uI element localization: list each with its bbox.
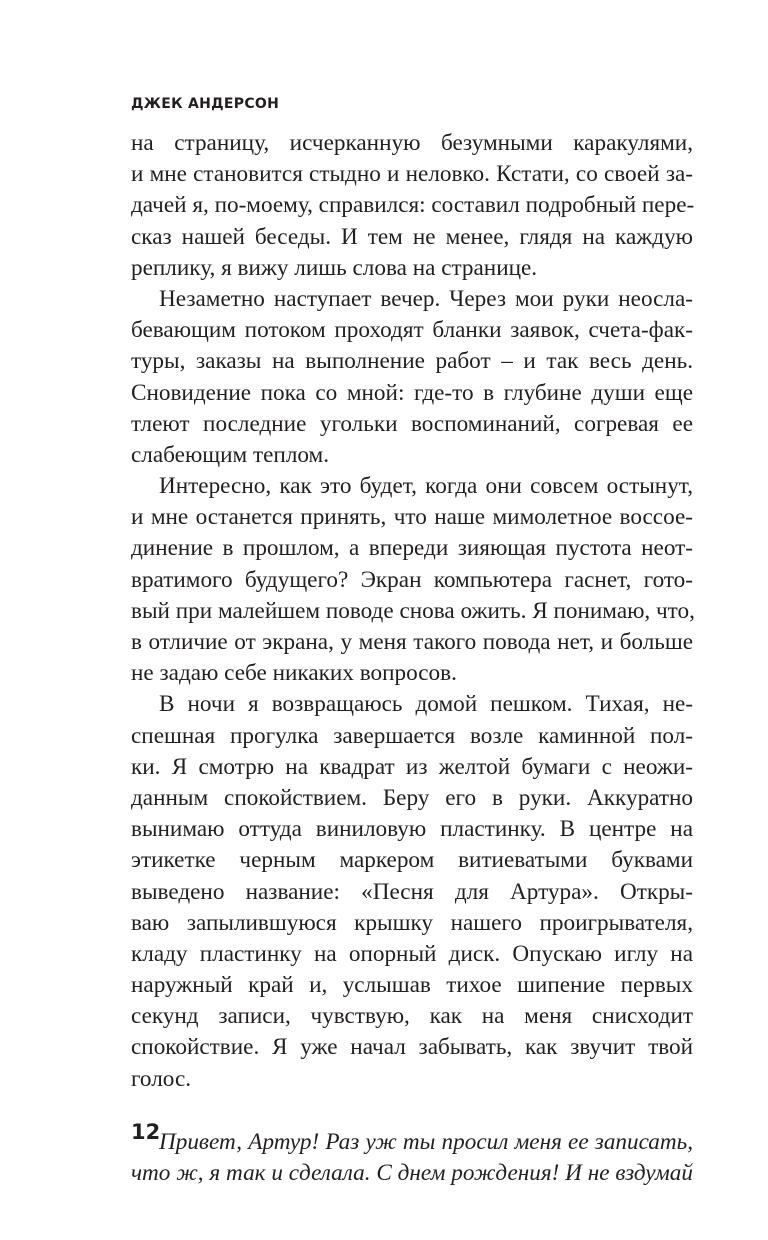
text-line: Незаметно наступает вечер. Через мои руки неосла- (159, 285, 693, 312)
text-line: наружный край и, услышав тихое шипение первых (131, 972, 693, 999)
text-line: слабеющим теплом. (131, 441, 330, 468)
text-line: тлеют последние угольки воспоминаний, согревая ее (131, 410, 693, 437)
section-gap (131, 1095, 693, 1127)
text-line: голос. (131, 1065, 192, 1092)
text-line: и мне останется принять, что наше мимолетное воссое- (131, 504, 693, 531)
text-line: бевающим потоком проходят бланки заявок, счета-фак- (131, 317, 693, 344)
text-line: секунд записи, чувствую, как на меня снисходит (131, 1003, 693, 1030)
text-line: кладу пластинку на опорный диск. Опускаю иглу на (131, 940, 693, 967)
text-line: и мне становится стыдно и неловко. Кстати, со своей за- (131, 161, 693, 188)
text-line: Привет, Артур! Раз уж ты просил меня ее записать, (159, 1128, 693, 1155)
text-line: вынимаю оттуда виниловую пластинку. В центре на (131, 816, 693, 843)
text-line: туры, заказы на выполнение работ – и так весь день. (131, 348, 693, 375)
text-line: ваю запылившуюся крышку нашего проигрывателя, (131, 909, 693, 936)
paragraph-3 (131, 471, 693, 689)
body-text (131, 128, 693, 1189)
text-line: что ж, я так и сделала. С днем рождения! И не вздумай (131, 1160, 693, 1186)
paragraph-1 (131, 128, 693, 284)
text-line: В ночи я возвращаюсь домой пешком. Тихая, не- (159, 691, 693, 718)
text-line: Интересно, как это будет, когда они совсем остынут, (159, 473, 693, 500)
text-line: реплику, я вижу лишь слова на странице. (131, 254, 538, 281)
text-line: не задаю себе никаких вопросов. (131, 660, 457, 687)
text-line: сказ нашей беседы. И тем не менее, глядя на каждую (131, 223, 693, 250)
text-line: в отличие от экрана, у меня такого повода нет, и больше (131, 629, 693, 655)
text-line: Сновидение пока со мной: где-то в глубине души еще (131, 379, 693, 406)
letter-text (131, 1127, 693, 1189)
text-line: выведено название: «Песня для Артура». Откры- (131, 878, 693, 905)
text-line: данным спокойствием. Беру его в руки. Аккуратно (131, 784, 693, 811)
text-line: спокойствие. Я уже начал забывать, как звучит твой (131, 1034, 693, 1061)
text-line: ки. Я смотрю на квадрат из желтой бумаги с неожи- (131, 753, 693, 780)
text-line: вый при малейшем поводе снова ожить. Я понимаю, что, (131, 597, 695, 624)
text-line: дачей я, по-моему, справился: составил подробный пере- (131, 192, 695, 219)
text-line: вратимого будущего? Экран компьютера гаснет, гото- (131, 566, 693, 593)
text-line: на страницу, исчерканную безумными каракулями, (131, 130, 693, 156)
text-line: спешная прогулка завершается возле каминной пол- (131, 722, 693, 749)
running-head: ДЖЕК АНДЕРСОН (131, 96, 280, 112)
text-line: динение в прошлом, а впереди зияющая пустота неот- (131, 535, 693, 562)
text-line: этикетке черным маркером витиеватыми буквами (131, 847, 693, 874)
paragraph-4 (131, 689, 693, 1094)
page-number: 12 (131, 1120, 161, 1144)
paragraph-2 (131, 284, 693, 471)
